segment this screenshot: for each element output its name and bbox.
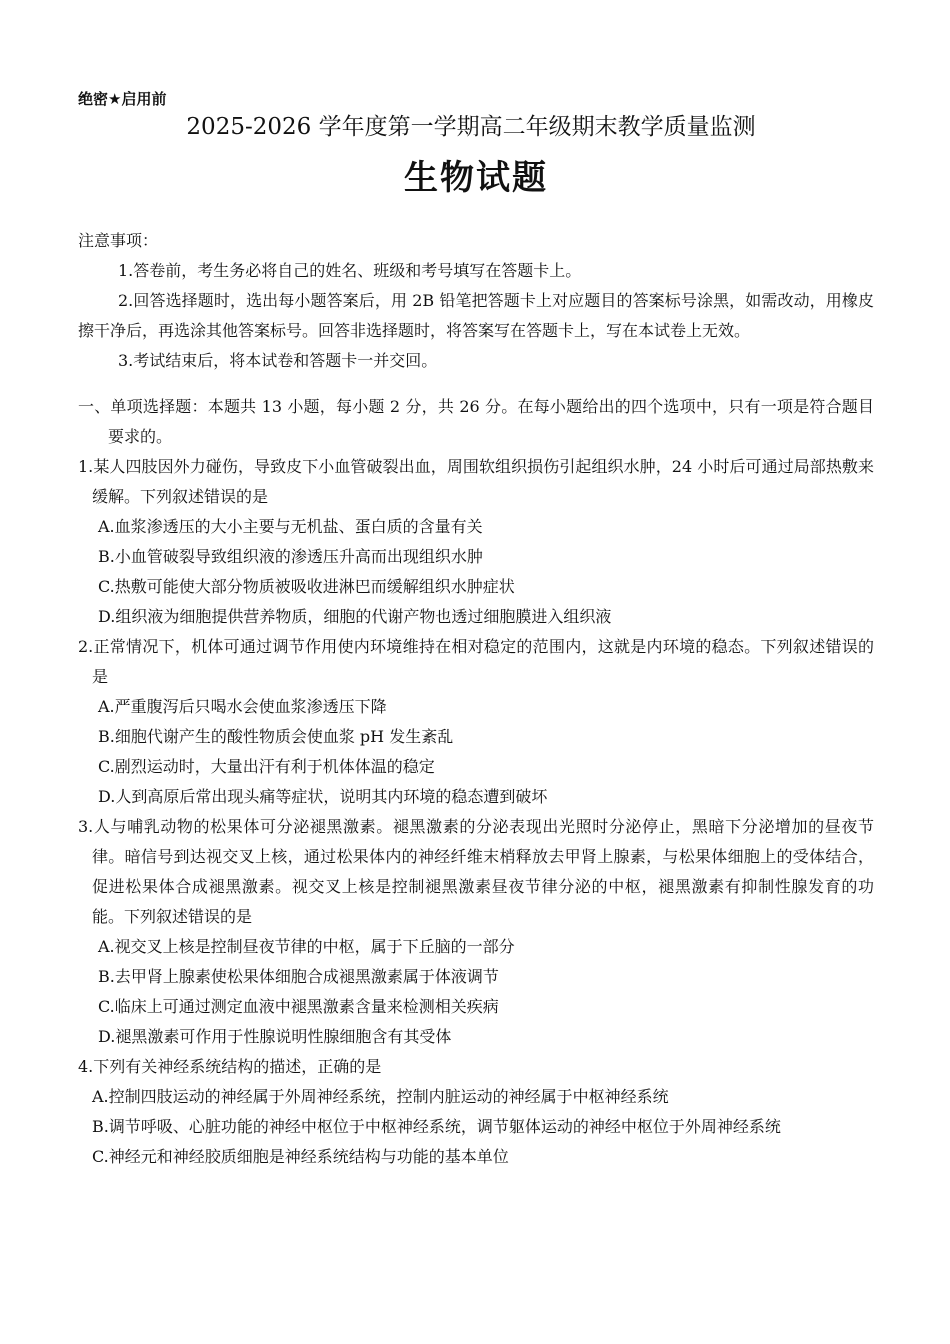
option-d: D.组织液为细胞提供营养物质，细胞的代谢产物也透过细胞膜进入组织液 (98, 607, 612, 626)
question-3 (78, 812, 874, 1052)
option-b: B.小血管破裂导致组织液的渗透压升高而出现组织水肿 (98, 547, 483, 566)
option-a: A.控制四肢运动的神经属于外周神经系统，控制内脏运动的神经属于中枢神经系统 (92, 1087, 669, 1106)
option-d: D.人到高原后常出现头痛等症状，说明其内环境的稳态遭到破坏 (98, 787, 548, 806)
exam-title: 2025-2026 学年度第一学期高二年级期末教学质量监测 (186, 114, 756, 140)
question-stem: 2.正常情况下，机体可通过调节作用使内环境维持在相对稳定的范围内，这就是内环境的稳态。下列叙述错误的是 (78, 637, 874, 686)
question-2 (78, 632, 874, 812)
option-a: A.严重腹泻后只喝水会使血浆渗透压下降 (98, 697, 387, 716)
option-a: A.视交叉上核是控制昼夜节律的中枢，属于下丘脑的一部分 (98, 937, 515, 956)
question-1 (78, 452, 874, 632)
question-stem: 3.人与哺乳动物的松果体可分泌褪黑激素。褪黑激素的分泌表现出光照时分泌停止，黑暗下分泌增加的昼夜节律。暗信号到达视交叉上核，通过松果体内的神经纤维末梢释放去甲肾上腺素，与松果体细胞上的受体结合，促进松果体合成褪黑激素。视交叉上核是控制褪黑激素昼夜节律分泌的中枢，褪黑激素有抑制性腺发育的功能。下列叙述错误的是 (78, 817, 874, 926)
section-heading: 一、单项选择题：本题共 13 小题，每小题 2 分，共 26 分。在每小题给出的四个选项中，只有一项是符合题目要求的。 (78, 397, 874, 446)
option-b: B.调节呼吸、心脏功能的神经中枢位于中枢神经系统，调节躯体运动的神经中枢位于外周神经系统 (92, 1117, 781, 1136)
notice-block (78, 226, 874, 376)
notice-item: 3.考试结束后，将本试卷和答题卡一并交回。 (118, 351, 438, 370)
option-b: B.去甲肾上腺素使松果体细胞合成褪黑激素属于体液调节 (98, 967, 499, 986)
question-stem: 4.下列有关神经系统结构的描述，正确的是 (78, 1057, 382, 1076)
option-d: D.褪黑激素可作用于性腺说明性腺细胞含有其受体 (98, 1027, 452, 1046)
option-c: C.神经元和神经胶质细胞是神经系统结构与功能的基本单位 (92, 1147, 509, 1166)
notice-heading: 注意事项： (78, 231, 159, 250)
secret-mark: 绝密★启用前 (78, 90, 167, 108)
option-c: C.剧烈运动时，大量出汗有利于机体体温的稳定 (98, 757, 435, 776)
notice-item: 2.回答选择题时，选出每小题答案后，用 2B 铅笔把答题卡上对应题目的答案标号涂黑，如需改动，用橡皮擦干净后，再选涂其他答案标号。回答非选择题时，将答案写在答题卡上，写在本试卷上无效。 (78, 291, 874, 340)
option-b: B.细胞代谢产生的酸性物质会使血浆 pH 发生紊乱 (98, 727, 454, 746)
subject-title: 生物试题 (404, 158, 548, 198)
question-4 (78, 1052, 874, 1172)
option-a: A.血浆渗透压的大小主要与无机盐、蛋白质的含量有关 (98, 517, 483, 536)
option-c: C.热敷可能使大部分物质被吸收进淋巴而缓解组织水肿症状 (98, 577, 515, 596)
notice-item: 1.答卷前，考生务必将自己的姓名、班级和考号填写在答题卡上。 (118, 261, 582, 280)
option-c: C.临床上可通过测定血液中褪黑激素含量来检测相关疾病 (98, 997, 499, 1016)
question-stem: 1.某人四肢因外力碰伤，导致皮下小血管破裂出血，周围软组织损伤引起组织水肿，24 小时后可通过局部热敷来缓解。下列叙述错误的是 (78, 457, 874, 506)
